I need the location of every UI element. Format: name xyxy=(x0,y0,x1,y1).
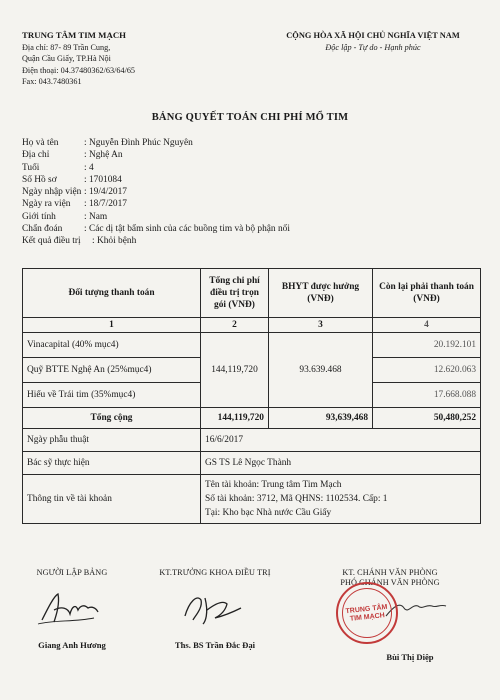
nation-name: CỘNG HÒA XÃ HỘI CHỦ NGHĨA VIỆT NAM xyxy=(286,31,460,40)
account-info xyxy=(201,475,481,524)
table-index-row xyxy=(23,318,481,333)
surgery-date-value: 16/6/2017 xyxy=(201,429,481,452)
table-header-row xyxy=(23,269,481,318)
account-row xyxy=(23,475,481,524)
nation-motto: Độc lập - Tự do - Hạnh phúc xyxy=(325,42,421,52)
patient-row xyxy=(22,162,482,174)
total-label: Tổng cộng xyxy=(23,408,201,429)
patient-row xyxy=(22,235,482,247)
patient-value: : Các dị tật bẩm sinh của các buồng tim và bộ phận nối xyxy=(84,224,290,235)
issuer-name: TRUNG TÂM TIM MẠCH xyxy=(22,30,127,40)
payer-remaining: 20.192.101 xyxy=(373,333,481,358)
account-number: Số tài khoản: 3712, Mã QHNS: 1102534. Cấp: 1 xyxy=(205,494,388,504)
issuer-phone: Điện thoại: 04.37480362/63/64/65 xyxy=(22,65,136,75)
head-name: Ths. BS Trần Đắc Đại xyxy=(174,640,256,650)
total-remaining-value: 50,480,252 xyxy=(373,408,481,429)
doctor-row xyxy=(23,452,481,475)
total-cost-value: 144,119,720 xyxy=(201,408,269,429)
patient-label: Kết quả điều trị xyxy=(22,236,81,247)
index-cell: 1 xyxy=(23,318,201,333)
patient-row xyxy=(22,137,482,149)
chief-name: Bùi Thị Diệp xyxy=(386,652,434,662)
seal-text-line1: TRUNG TÂM xyxy=(345,603,388,616)
payer-name: Quỹ BTTE Nghệ An (25%mục4) xyxy=(23,358,201,383)
total-row xyxy=(23,408,481,429)
patient-row xyxy=(22,211,482,223)
patient-info xyxy=(22,137,482,248)
patient-row xyxy=(22,174,482,186)
patient-value: : 4 xyxy=(84,162,94,173)
head-role: KT.TRƯỞNG KHOA ĐIỀU TRỊ xyxy=(159,568,271,577)
head-signature-block xyxy=(140,568,290,650)
issuer-address-2: Quận Cầu Giấy, TP.Hà Nội xyxy=(22,54,111,64)
patient-value: : Nguyễn Đình Phúc Nguyên xyxy=(84,138,193,148)
preparer-role: NGƯỜI LẬP BẢNG xyxy=(36,568,108,577)
insurance-cell: 93.639.468 xyxy=(269,333,373,408)
total-cost-cell: 144,119,720 xyxy=(201,333,269,408)
preparer-signature-block xyxy=(22,568,122,650)
preparer-name: Giang Anh Hương xyxy=(38,640,106,650)
patient-row xyxy=(22,198,482,210)
handwritten-signature-icon xyxy=(34,586,104,628)
issuer-address-1: Địa chỉ: 87- 89 Trần Cung, xyxy=(22,43,111,53)
patient-label: Chẩn đoán xyxy=(22,224,63,235)
handwritten-signature-icon xyxy=(175,586,255,630)
patient-value: : 18/7/2017 xyxy=(84,199,127,210)
patient-label: Ngày ra viện xyxy=(22,199,71,210)
index-cell: 4 xyxy=(373,318,481,333)
patient-row xyxy=(22,223,482,235)
header-payer: Đối tượng thanh toán xyxy=(23,269,201,318)
payer-remaining: 12.620.063 xyxy=(373,358,481,383)
patient-label: Tuổi xyxy=(22,162,40,173)
seal-text-line2: TIM MẠCH xyxy=(349,612,386,623)
index-cell: 2 xyxy=(201,318,269,333)
index-cell: 3 xyxy=(269,318,373,333)
patient-row xyxy=(22,149,482,161)
payer-name: Vinacapital (40% mục4) xyxy=(23,333,201,358)
patient-label: Địa chỉ xyxy=(22,150,50,161)
surgery-date-row xyxy=(23,429,481,452)
total-insurance-value: 93,639,468 xyxy=(269,408,373,429)
chief-role-1: KT. CHÁNH VĂN PHÒNG xyxy=(342,568,438,577)
patient-value: : Nam xyxy=(84,211,108,222)
header-insurance: BHYT được hưởng (VNĐ) xyxy=(269,269,373,318)
payer-remaining: 17.668.088 xyxy=(373,383,481,408)
national-header xyxy=(268,30,478,53)
patient-label: Giới tính xyxy=(22,211,56,222)
surgery-date-label: Ngày phẫu thuật xyxy=(23,429,201,452)
header-total-cost: Tổng chi phí điều trị trọn gói (VNĐ) xyxy=(201,269,269,318)
patient-label: Số Hồ sơ xyxy=(22,174,57,185)
doctor-value: GS TS Lê Ngọc Thành xyxy=(201,452,481,475)
account-bank: Tại: Kho bạc Nhà nước Cầu Giấy xyxy=(205,508,332,518)
patient-row xyxy=(22,186,482,198)
doctor-label: Bác sỹ thực hiện xyxy=(23,452,201,475)
header-remaining: Còn lại phải thanh toán (VNĐ) xyxy=(373,269,481,318)
issuer-block xyxy=(22,30,135,87)
chief-role-2: PHÓ CHÁNH VĂN PHÒNG xyxy=(340,578,440,587)
account-name: Tên tài khoản: Trung tâm Tim Mạch xyxy=(205,480,342,490)
patient-label: Ngày nhập viện xyxy=(22,187,82,198)
patient-value: : Nghệ An xyxy=(84,150,123,161)
issuer-fax: Fax: 043.7480361 xyxy=(22,76,82,86)
document-title: BẢNG QUYẾT TOÁN CHI PHÍ MỔ TIM xyxy=(151,112,349,123)
account-label: Thông tin về tài khoản xyxy=(23,475,201,524)
patient-value: : 19/4/2017 xyxy=(84,187,127,198)
patient-value: : 1701084 xyxy=(84,174,122,185)
payer-name: Hiểu về Trái tim (35%mục4) xyxy=(23,383,201,408)
official-seal-icon xyxy=(336,582,398,644)
patient-label: Họ và tên xyxy=(22,138,59,148)
settlement-table xyxy=(22,268,481,524)
table-row xyxy=(23,333,481,358)
patient-value: : Khỏi bệnh xyxy=(92,236,137,247)
